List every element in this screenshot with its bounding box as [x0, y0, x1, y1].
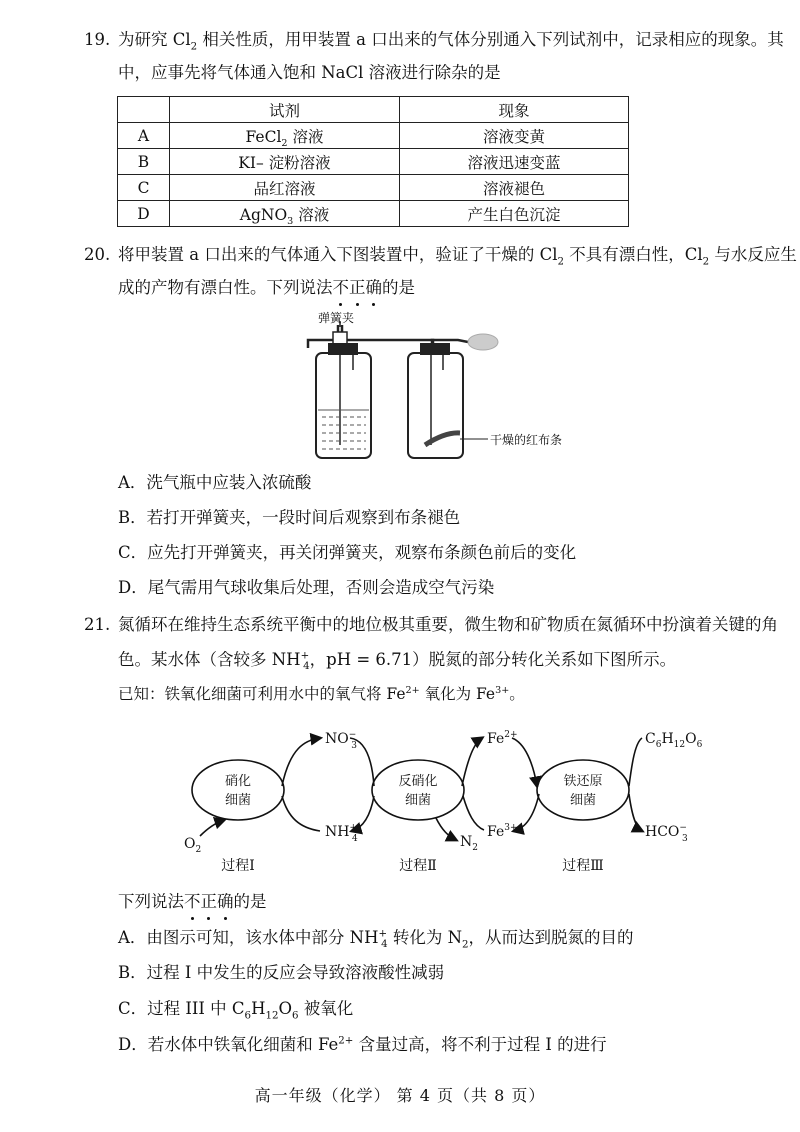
denitrifying-bacteria-line1: 反硝化 — [398, 774, 438, 789]
table-header-cell — [118, 97, 170, 123]
q19-stem-line1: 为研究 $Cl_2$ 相关性质，用甲装置 a 口出来的气体分别通入下列试剂中，记录相应的现象。其 — [118, 30, 784, 53]
process3-label: 过程Ⅲ — [562, 858, 604, 874]
arrow-n2-out — [436, 818, 456, 840]
reagent-cell: FeCl$_2$ 溶液 — [170, 123, 400, 149]
phenomenon-cell: 产生白色沉淀 — [400, 201, 629, 227]
arrow-hco3-out — [629, 794, 642, 831]
q19-reagent-table — [117, 96, 629, 227]
q21-known: 已知：铁氧化细菌可利用水中的氧气将 $Fe^{2+}$ 氧化为 $Fe^{3+}$。 — [118, 684, 525, 703]
q21-number: 21. — [84, 615, 111, 634]
arrow-fe2-to-iron — [512, 738, 537, 786]
table-header-row — [118, 97, 629, 123]
nh4-label: NH+ 4 — [325, 823, 358, 844]
q20-stem-line1: 将甲装置 a 口出来的气体通入下图装置中，验证了干燥的 $Cl_2$ 不具有漂白性，$Cl_2$ 与水反应生 — [118, 245, 797, 268]
arrow-fe3-out — [514, 794, 539, 831]
q21-stem-line2: 色。某水体（含较多 $NH^+_4$，pH = 6.71）脱氮的部分转化关系如下图所示。 — [118, 650, 677, 673]
nitrifying-bacteria-oval — [192, 760, 284, 820]
nitrogen-cycle-diagram — [180, 718, 720, 883]
q19-number: 19. — [84, 30, 111, 49]
phenomenon-cell: 溶液迅速变蓝 — [400, 149, 629, 175]
cloth-label: 干燥的红布条 — [490, 433, 563, 447]
page-footer: 高一年级（化学） 第 4 页（共 8 页） — [254, 1086, 546, 1105]
row-label: A — [118, 123, 170, 149]
table-header-cell: 现象 — [400, 97, 629, 123]
fe3-label: $Fe^{3+}$ — [487, 823, 518, 840]
denitrifying-bacteria-line2: 细菌 — [404, 793, 432, 808]
iron-reducing-bacteria-line1: 铁还原 — [563, 774, 603, 789]
q21-option-c: C．过程 III 中 $C_6H_{12}O_6$ 被氧化 — [118, 999, 354, 1022]
table-row — [118, 201, 629, 227]
clamp-label: 弹簧夹 — [318, 311, 355, 325]
q20-option-c: C．应先打开弹簧夹，再关闭弹簧夹，观察布条颜色前后的变化 — [118, 543, 577, 562]
reagent-cell: KI– 淀粉溶液 — [170, 149, 400, 175]
balloon-icon — [468, 334, 498, 350]
row-label: D — [118, 201, 170, 227]
gas-apparatus-figure — [300, 305, 620, 470]
q20-stem-line2: 成的产物有漂白性。下列说法不正确的是 — [118, 276, 415, 300]
q20-option-b: B．若打开弹簧夹，一段时间后观察到布条褪色 — [118, 508, 461, 527]
nitrifying-bacteria-line2: 细菌 — [224, 793, 252, 808]
connecting-tube — [342, 325, 433, 345]
arrow-ammonium-in — [282, 796, 320, 831]
reagent-cell: AgNO$_3$ 溶液 — [170, 201, 400, 227]
arrow-glucose-in — [629, 738, 642, 786]
q21-option-b: B．过程 I 中发生的反应会导致溶液酸性减弱 — [118, 963, 445, 982]
fe2-label: $Fe^{2+}$ — [487, 730, 518, 747]
iron-reducing-bacteria-line2: 细菌 — [569, 793, 597, 808]
arrow-oxygen-in — [200, 820, 224, 836]
reagent-cell: 品红溶液 — [170, 175, 400, 201]
q20-option-a: A．洗气瓶中应装入浓硫酸 — [118, 473, 312, 492]
phenomenon-cell: 溶液褪色 — [400, 175, 629, 201]
nitrifying-bacteria-line1: 硝化 — [224, 774, 252, 789]
hco3-label: HCO− 3 — [645, 823, 688, 844]
arrow-nitrification — [282, 738, 320, 786]
glucose-label: $C_6H_{12}O_6$ — [645, 731, 703, 750]
arrow-fe2-out — [462, 738, 482, 786]
q19-stem-line2: 中，应事先将气体通入饱和 NaCl 溶液进行除杂的是 — [118, 63, 501, 82]
iron-reducing-bacteria-oval — [537, 760, 629, 820]
table-row — [118, 123, 629, 149]
q21-option-d: D．若水体中铁氧化细菌和 $Fe^{2+}$ 含量过高，将不利于过程 I 的进行 — [118, 1035, 607, 1054]
row-label: B — [118, 149, 170, 175]
wash-bottle — [316, 353, 371, 458]
arrow-fe3-in — [463, 796, 484, 830]
o2-label: $O_2$ — [184, 836, 202, 855]
bottle2-stopper — [420, 343, 450, 355]
q21-prompt: 下列说法不正确的是 — [118, 890, 267, 914]
no3-label: NO− 3 — [325, 730, 358, 751]
q21-stem-line1: 氮循环在维持生态系统平衡中的地位极其重要，微生物和矿物质在氮循环中扮演着关键的角 — [118, 615, 778, 634]
q20-number: 20. — [84, 245, 111, 264]
row-label: C — [118, 175, 170, 201]
process1-label: 过程Ⅰ — [221, 858, 255, 874]
spring-clamp-icon — [333, 332, 347, 344]
table-header-cell: 试剂 — [170, 97, 400, 123]
n2-label: $N_2$ — [460, 834, 478, 853]
dry-bottle — [408, 353, 463, 458]
table-row — [118, 149, 629, 175]
denitrifying-bacteria-oval — [372, 760, 464, 820]
q21-option-a: A．由图示可知，该水体中部分 $NH^+_4$ 转化为 $N_2$，从而达到脱氮的目的 — [118, 928, 634, 951]
process2-label: 过程Ⅱ — [399, 858, 437, 874]
table-row — [118, 175, 629, 201]
phenomenon-cell: 溶液变黄 — [400, 123, 629, 149]
q20-option-d: D．尾气需用气球收集后处理，否则会造成空气污染 — [118, 578, 495, 597]
